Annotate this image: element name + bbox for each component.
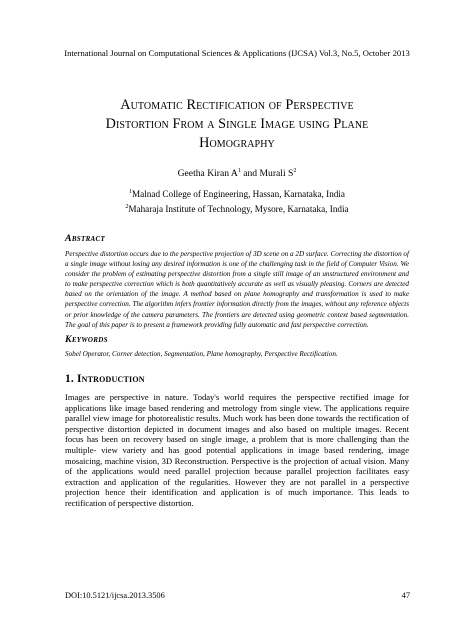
affiliation-text-1: Malnad College of Engineering, Hassan, Karnataka, India bbox=[131, 189, 346, 199]
affiliation-text-2: Maharaja Institute of Technology, Mysore, Karnataka, India bbox=[128, 204, 349, 214]
title-line-3: Homography bbox=[199, 135, 275, 151]
keywords-body: Sobel Operator, Corner detection, Segmentation, Plane homography, Perspective Rectification. bbox=[65, 350, 338, 358]
section-title: Introduction bbox=[77, 373, 145, 385]
introduction-heading bbox=[65, 373, 145, 385]
section-number: 1. bbox=[65, 373, 74, 385]
title-line-1: Automatic Rectification of Perspective bbox=[120, 97, 354, 113]
author-connector: and bbox=[240, 168, 260, 179]
footer-doi: DOI:10.5121/ijcsa.2013.3506 bbox=[65, 591, 165, 600]
affiliation-2 bbox=[0, 201, 474, 216]
author-name-2: Murali S bbox=[259, 168, 294, 179]
author-name-1: Geetha Kiran A bbox=[177, 168, 238, 179]
abstract-heading: Abstract bbox=[65, 233, 106, 244]
introduction-body: Images are perspective in nature. Today's world requires the perspective rectified image for applications like image based rendering and metrology from single view. The applications require parallel view image for photorealistic results. Much work has been done towards the rectification of perspective distortion depicted in document images and also based on multiple images. Recent focus has been on recovery based on single image, a problem that is more challenging than the multiple- view variety and has good potential applications in image based rendering, image mosaicing, machine vision, 3D Reconstruction. Perspective is the projection of actual vision. Many of the applications would need parallel projection because parallel projection facilitates easy extraction and application of the regularities. However they are not parallel in a perspective projection hence their identification and application is of much importance. This leads to rectification of perspective distortion. bbox=[65, 392, 409, 508]
affiliation-sup-1: 1 bbox=[128, 189, 132, 195]
paper-title bbox=[40, 96, 434, 153]
page-number: 47 bbox=[401, 591, 410, 600]
journal-header: International Journal on Computational Sciences & Applications (IJCSA) Vol.3, No.5, October 2013 bbox=[64, 48, 410, 58]
title-line-2: Distortion From a Single Image using Plane bbox=[105, 116, 369, 132]
abstract-body: Perspective distortion occurs due to the perspective projection of 3D scene on a 2D surface. Correcting the distortion of a single image without losing any desired information is one of the challenging task in the field of Computer Vision. We consider the problem of estimating perspective distortion from a single still image of an unstructured environment and to make perspective correction which is both quantitatively accurate as well as visually pleasing. Corners are detected based on the orientation of the image. A method based on plane homography and transformation is used to make perspective correction. The algorithm infers frontier information directly from the images, without any reference objects or prior knowledge of the camera parameters. The frontiers are detected using geometric context based segmentation. The goal of this paper is to present a framework providing fully automatic and fast perspective correction. bbox=[65, 250, 409, 329]
affiliation-sup-2: 2 bbox=[125, 204, 129, 210]
keywords-heading: Keywords bbox=[65, 334, 108, 345]
affiliation-1 bbox=[0, 186, 474, 201]
author-sup-2: 2 bbox=[293, 168, 297, 174]
affiliation-list bbox=[0, 186, 474, 216]
author-sup-1: 1 bbox=[237, 168, 241, 174]
author-list bbox=[0, 168, 474, 179]
